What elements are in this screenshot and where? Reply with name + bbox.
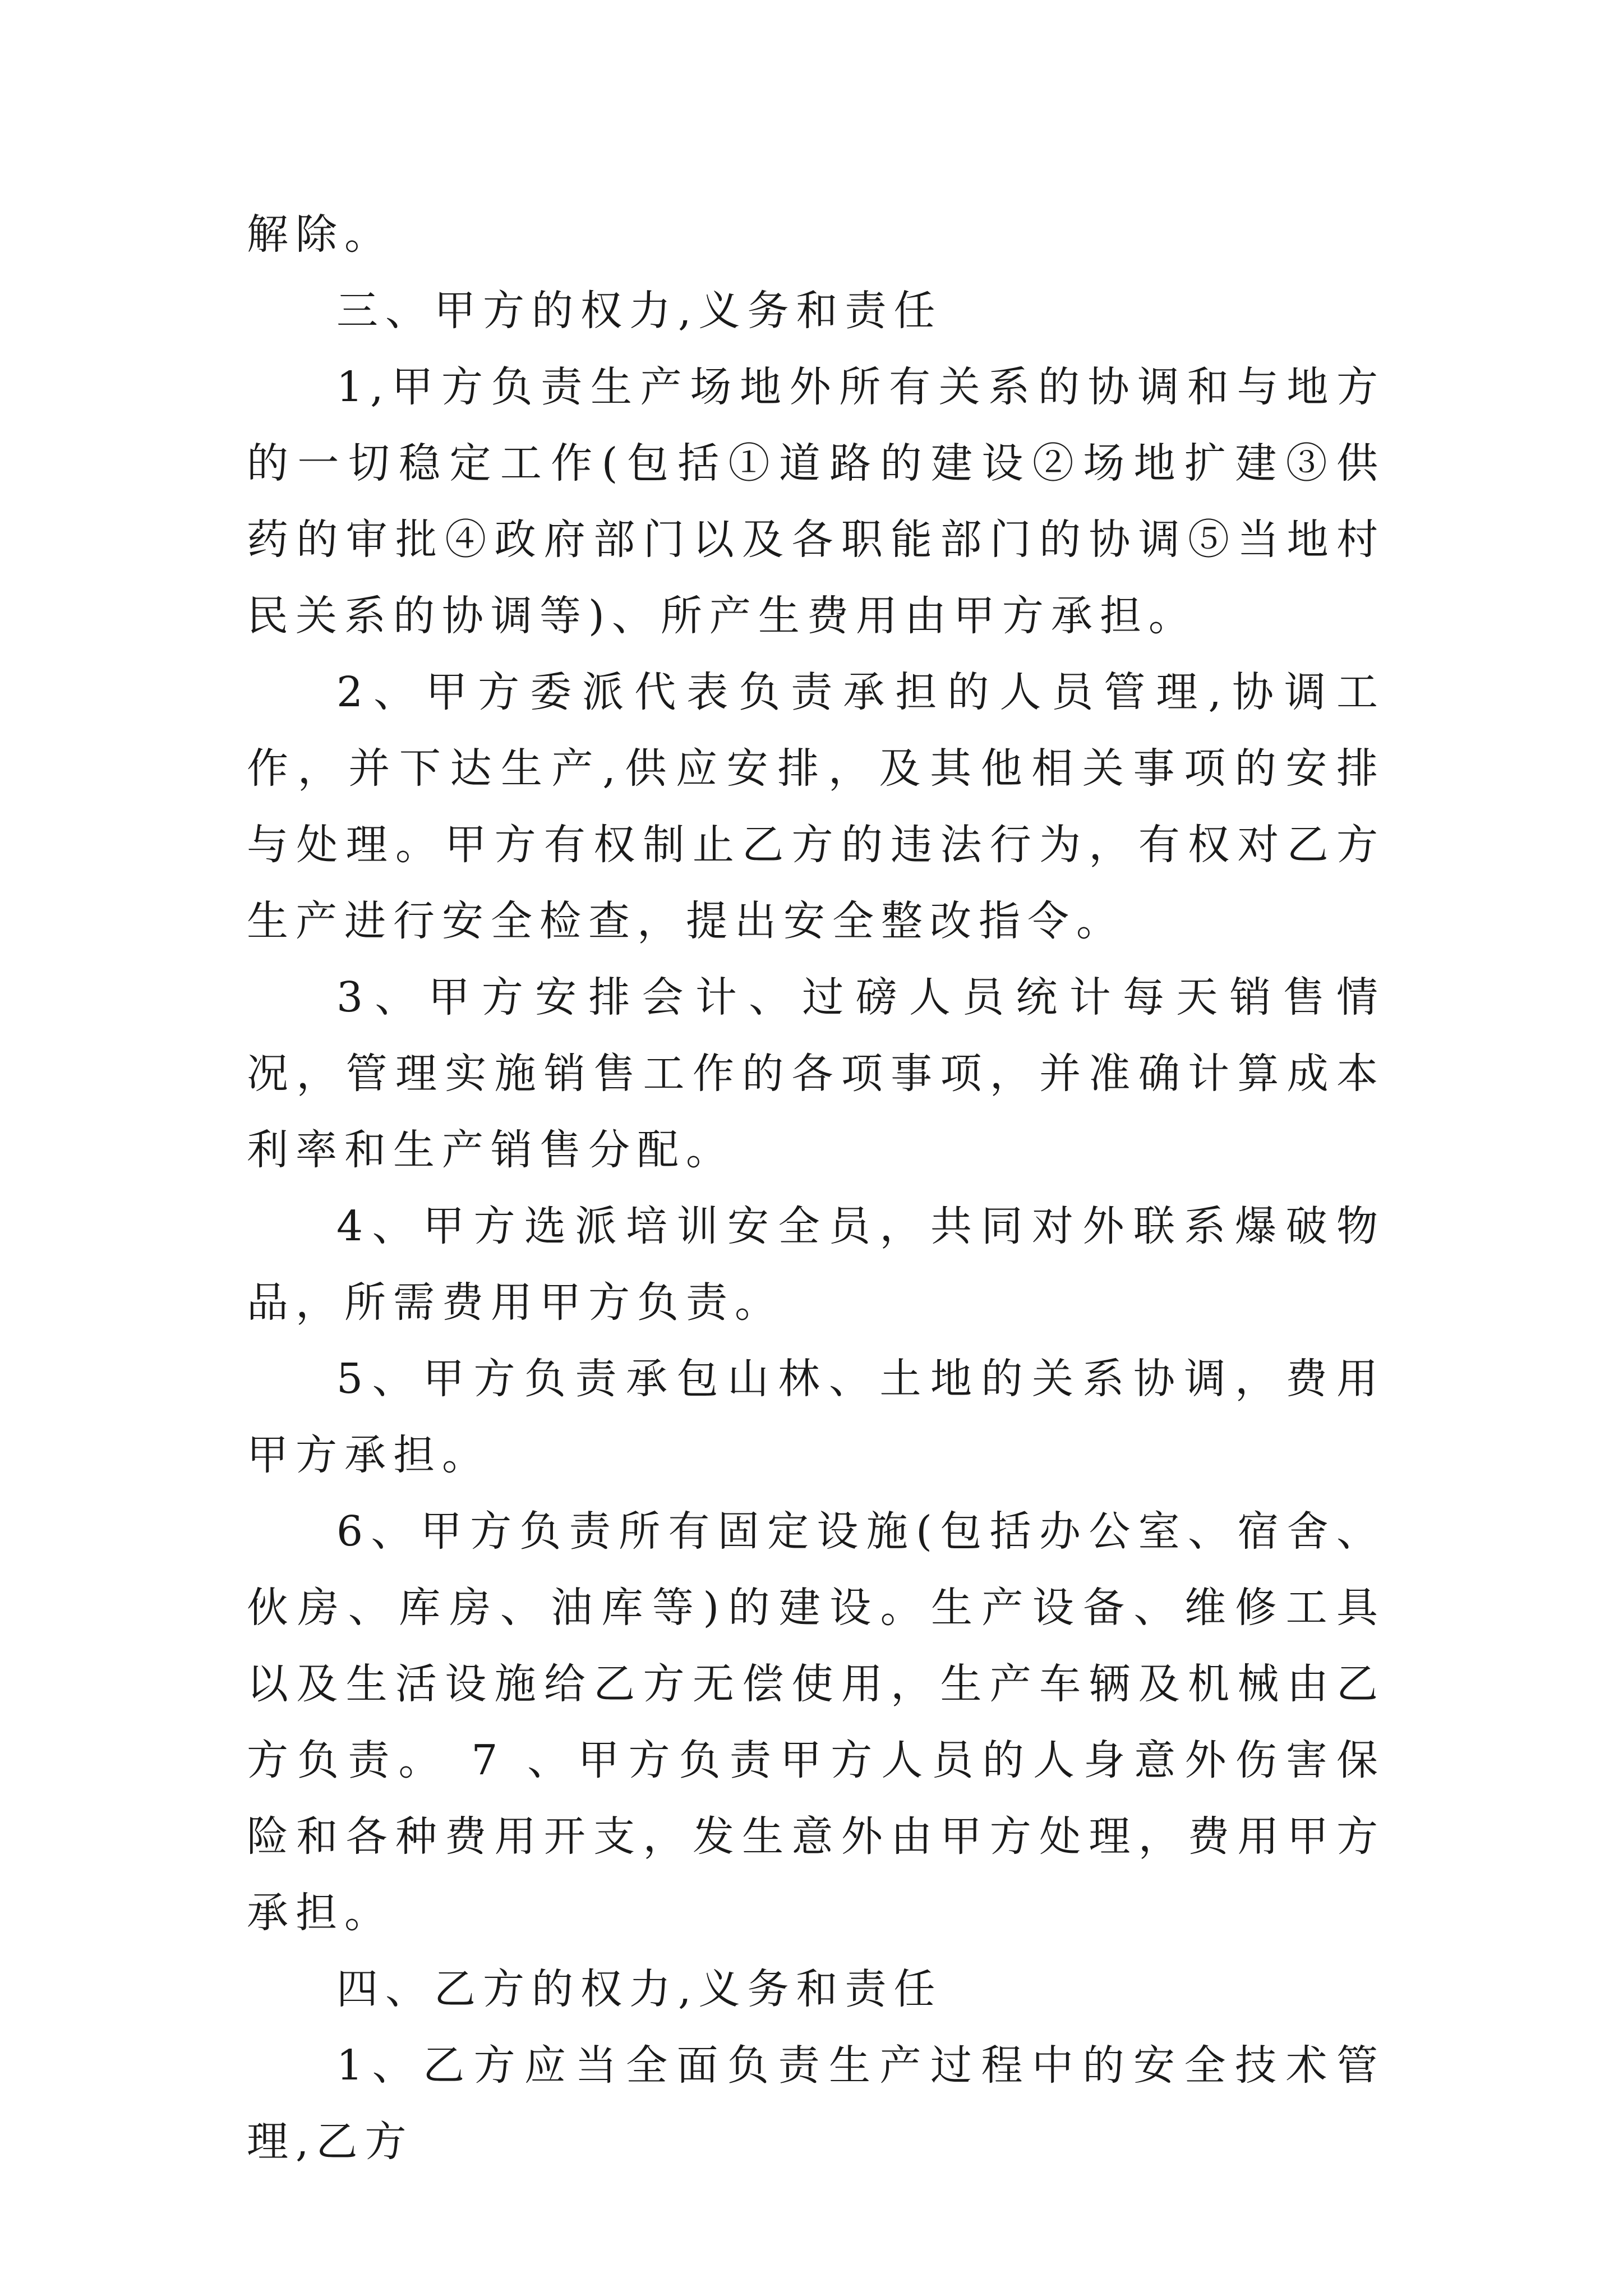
paragraph-party-a-item-2: 2、甲方委派代表负责承担的人员管理,协调工作，并下达生产,供应安排，及其他相关事项的安排与处理。甲方有权制止乙方的违法行为，有权对乙方生产进行安全检查，提出安全整改指令。 — [247, 668, 1385, 945]
paragraph-party-a-item-3: 3、甲方安排会计、过磅人员统计每天销售情况，管理实施销售工作的各项事项，并准确计算成本利率和生产销售分配。 — [247, 973, 1385, 1174]
section-heading-party-a: 三、甲方的权力,义务和责任 — [336, 287, 943, 335]
paragraph-party-a-item-4: 4、甲方选派培训安全员，共同对外联系爆破物品，所需费用甲方负责。 — [247, 1202, 1385, 1327]
section-heading-party-b: 四、乙方的权力,义务和责任 — [336, 1965, 943, 2013]
paragraph-party-b-item-1: 1、乙方应当全面负责生产过程中的安全技术管理,乙方 — [247, 2041, 1385, 2166]
paragraph-party-a-item-5: 5、甲方负责承包山林、土地的关系协调，费用甲方承担。 — [247, 1355, 1385, 1479]
paragraph-party-a-item-1: 1,甲方负责生产场地外所有关系的协调和与地方的一切稳定工作(包括①道路的建设②场地扩建③供药的审批④政府部门以及各职能部门的协调⑤当地村民关系的协调等)、所产生费用由甲方承担。 — [247, 363, 1385, 640]
paragraph-party-a-item-6: 6、甲方负责所有固定设施(包括办公室、宿舍、伙房、库房、油库等)的建设。生产设备、维修工具以及生活设施给乙方无偿使用，生产车辆及机械由乙方负责。 7 、甲方负责甲方人员的人身意外伤害保险和各种费用开支，发生意外由甲方处理，费用甲方承担。 — [247, 1507, 1385, 1937]
document-body — [247, 196, 1385, 2180]
paragraph-continuation: 解除。 — [247, 210, 393, 259]
